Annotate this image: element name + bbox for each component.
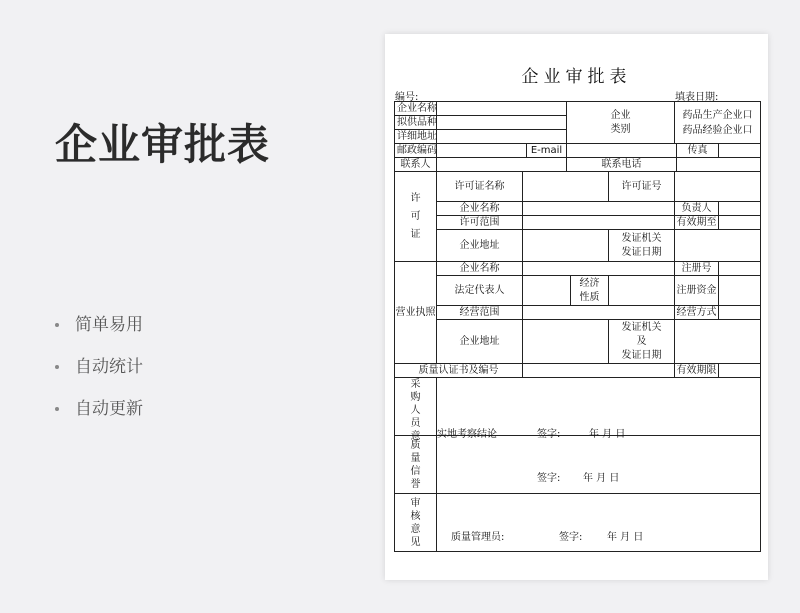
business-issuer-value [675, 320, 760, 364]
supply-item-label: 拟供品种 [395, 116, 437, 130]
business-issuer-label: 发证机关 及 发证日期 [609, 320, 675, 364]
license-valid-value [719, 216, 760, 230]
reg-capital-label: 注册资金 [675, 276, 719, 306]
purchaser-sign-label: 签字: [537, 429, 561, 440]
review-date-label: 年 月 日 [607, 532, 644, 543]
supply-item-value [437, 116, 567, 130]
license-number-value [675, 172, 760, 202]
license-section-label: 许 可 证 [395, 172, 437, 262]
contact-value [437, 158, 567, 172]
purchaser-date-label: 年 月 日 [589, 429, 626, 440]
form-number-label: 编号: [395, 92, 419, 103]
contact-label: 联系人 [395, 158, 437, 172]
promo-title: 企业审批表 [55, 120, 271, 169]
license-address-label: 企业地址 [437, 230, 523, 262]
bullet-dot-icon [55, 323, 59, 327]
email-value [567, 144, 677, 158]
bullet-dot-icon [55, 365, 59, 369]
legal-rep-label: 法定代表人 [437, 276, 523, 306]
quality-cert-label: 质量认证书及编号 [395, 364, 523, 378]
license-owner-value [719, 202, 760, 216]
phone-value [677, 158, 760, 172]
purchaser-section-label: 采 购 人 员 意 [395, 378, 437, 436]
feature-label: 自动更新 [75, 399, 143, 419]
company-name-label: 企业名称 [395, 102, 437, 116]
license-address-value [523, 230, 609, 262]
feature-item [55, 304, 143, 346]
quality-manager-label: 质量管理员: [451, 532, 505, 543]
license-name-value [523, 172, 609, 202]
company-category-options: 药品生产企业口 药品经验企业口 [675, 102, 760, 144]
site-inspection-note: 实地考察结论 [437, 429, 497, 440]
purchaser-opinion-area [437, 378, 760, 440]
fax-value [719, 144, 760, 158]
license-scope-label: 许可范围 [437, 216, 523, 230]
approval-form-table [394, 101, 761, 552]
quality-valid-value [719, 364, 760, 378]
license-name-label: 许可证名称 [437, 172, 523, 202]
legal-rep-value [523, 276, 571, 306]
reg-number-label: 注册号 [675, 262, 719, 276]
business-mode-label: 经营方式 [675, 306, 719, 320]
business-company-label: 企业名称 [437, 262, 523, 276]
email-label: E-mail [527, 144, 567, 158]
business-company-value [523, 262, 675, 276]
fax-label: 传真 [677, 144, 719, 158]
business-address-label: 企业地址 [437, 320, 523, 364]
bullet-dot-icon [55, 407, 59, 411]
credit-opinion-area [437, 436, 760, 494]
credit-date-label: 年 月 日 [583, 473, 620, 484]
feature-list [55, 304, 143, 430]
license-owner-label: 负责人 [675, 202, 719, 216]
credit-sign-label: 签字: [537, 473, 561, 484]
license-number-label: 许可证号 [609, 172, 675, 202]
business-mode-value [719, 306, 760, 320]
feature-item [55, 346, 143, 388]
license-issuer-value [675, 230, 760, 262]
reg-number-value [719, 262, 760, 276]
quality-cert-value [523, 364, 675, 378]
license-company-value [523, 202, 675, 216]
license-valid-label: 有效期至 [675, 216, 719, 230]
econ-nature-label: 经济 性质 [571, 276, 609, 306]
license-company-label: 企业名称 [437, 202, 523, 216]
review-opinion-area [437, 494, 760, 551]
company-category-label: 企业 类别 [567, 102, 675, 144]
postcode-value [437, 144, 527, 158]
feature-label: 自动统计 [75, 357, 143, 377]
address-label: 详细地址 [395, 130, 437, 144]
quality-valid-label: 有效期限 [675, 364, 719, 378]
review-section-label: 审 核 意 见 [395, 494, 437, 551]
postcode-label: 邮政编码 [395, 144, 437, 158]
business-scope-label: 经营范围 [437, 306, 523, 320]
form-preview-sheet [385, 34, 768, 580]
credit-section-label: 质 量 信 誉 [395, 436, 437, 494]
business-section-label: 营业执照 [395, 262, 437, 364]
feature-item [55, 388, 143, 430]
reg-capital-value [719, 276, 760, 306]
phone-label: 联系电话 [567, 158, 677, 172]
review-sign-label: 签字: [559, 532, 583, 543]
license-scope-value [523, 216, 675, 230]
address-value [437, 130, 567, 144]
business-scope-value [523, 306, 675, 320]
company-name-value [437, 102, 567, 116]
fill-date-label: 填表日期: [675, 92, 719, 103]
license-issuer-label: 发证机关 发证日期 [609, 230, 675, 262]
econ-nature-value [609, 276, 675, 306]
feature-label: 简单易用 [75, 315, 143, 335]
form-title: 企业审批表 [521, 67, 632, 87]
business-address-value [523, 320, 609, 364]
